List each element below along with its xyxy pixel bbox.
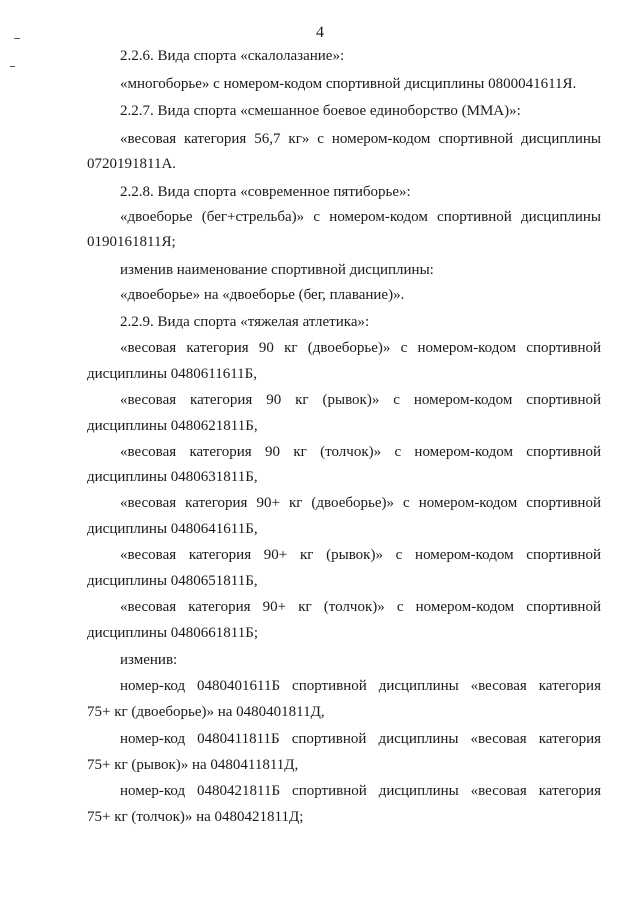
paragraph-line: 0190161811Я; xyxy=(87,234,176,250)
paragraph-line: «двоеборье (бег+стрельба)» с номером-кодом спортивной дисциплины xyxy=(120,209,601,225)
paragraph-line: «весовая категория 90 кг (рывок)» с номером-кодом спортивной xyxy=(120,392,601,408)
section-heading: 2.2.6. Вида спорта «скалолазание»: xyxy=(120,48,345,64)
paragraph-line: дисциплины 0480631811Б, xyxy=(87,469,258,485)
paragraph-line: 75+ кг (двоеборье)» на 0480401811Д, xyxy=(87,704,325,720)
paragraph-line: «весовая категория 90+ кг (двоеборье)» с номером-кодом спортивной xyxy=(120,495,601,511)
paragraph-line: изменив наименование спортивной дисциплины: xyxy=(120,262,434,278)
page-number: 4 xyxy=(316,24,324,41)
paragraph-line: изменив: xyxy=(120,652,178,668)
paragraph-line: дисциплины 0480641611Б, xyxy=(87,521,258,537)
paragraph-line: «весовая категория 90+ кг (рывок)» с номером-кодом спортивной xyxy=(120,547,601,563)
section-heading: 2.2.7. Вида спорта «смешанное боевое единоборство (ММА)»: xyxy=(120,103,521,119)
paragraph-line: дисциплины 0480611611Б, xyxy=(87,366,258,382)
paragraph-line: «двоеборье» на «двоеборье (бег, плавание)». xyxy=(120,287,405,303)
paragraph-line: дисциплины 0480661811Б; xyxy=(87,625,258,641)
margin-mark xyxy=(10,66,15,67)
section-heading: 2.2.9. Вида спорта «тяжелая атлетика»: xyxy=(120,314,370,330)
paragraph-line: «весовая категория 90 кг (толчок)» с номером-кодом спортивной xyxy=(120,444,601,460)
paragraph-line: «многоборье» с номером-кодом спортивной дисциплины 0800041611Я. xyxy=(120,76,577,92)
paragraph-line: номер-код 0480421811Б спортивной дисциплины «весовая категория xyxy=(120,783,601,799)
paragraph-line: номер-код 0480411811Б спортивной дисциплины «весовая категория xyxy=(120,731,601,747)
section-heading: 2.2.8. Вида спорта «современное пятиборье»: xyxy=(120,184,411,200)
paragraph-line: 0720191811А. xyxy=(87,156,177,172)
paragraph-line: дисциплины 0480621811Б, xyxy=(87,418,258,434)
paragraph-line: «весовая категория 90 кг (двоеборье)» с номером-кодом спортивной xyxy=(120,340,601,356)
paragraph-line: «весовая категория 56,7 кг» с номером-кодом спортивной дисциплины xyxy=(120,131,601,147)
paragraph-line: дисциплины 0480651811Б, xyxy=(87,573,258,589)
paragraph-line: номер-код 0480401611Б спортивной дисциплины «весовая категория xyxy=(120,678,601,694)
margin-mark xyxy=(14,38,20,39)
paragraph-line: 75+ кг (толчок)» на 0480421811Д; xyxy=(87,809,304,825)
paragraph-line: «весовая категория 90+ кг (толчок)» с номером-кодом спортивной xyxy=(120,599,601,615)
paragraph-line: 75+ кг (рывок)» на 0480411811Д, xyxy=(87,757,299,773)
